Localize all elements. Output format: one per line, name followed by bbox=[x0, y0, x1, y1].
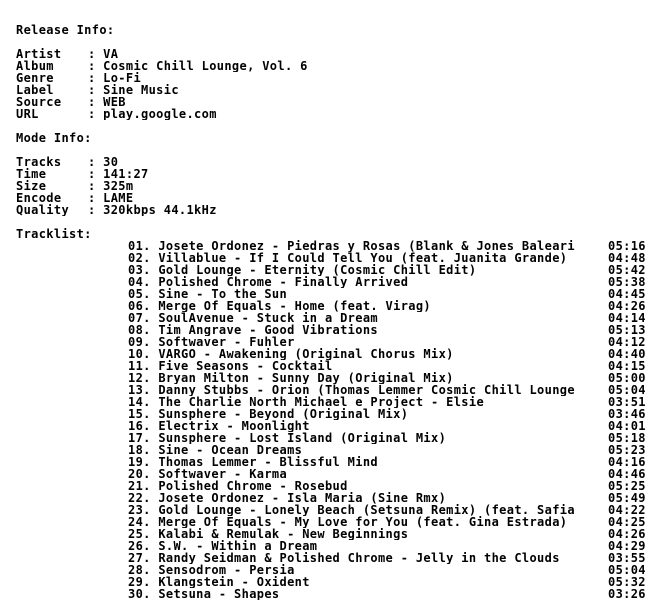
track-title: The Charlie North Michael e Project - Elsie bbox=[158, 396, 485, 408]
track-duration: 03:26 bbox=[608, 587, 646, 601]
info-field-row bbox=[16, 192, 652, 204]
track-body bbox=[128, 408, 602, 420]
track-body bbox=[128, 528, 602, 540]
track-number: 13. bbox=[128, 384, 151, 396]
track-row bbox=[16, 456, 652, 468]
track-body bbox=[128, 492, 602, 504]
track-title: SoulAvenue - Stuck in a Dream bbox=[158, 312, 378, 324]
info-field-row bbox=[16, 48, 652, 60]
info-field-separator: : bbox=[88, 168, 104, 180]
track-body bbox=[128, 324, 602, 336]
info-field-value: 141:27 bbox=[103, 168, 149, 180]
track-body bbox=[128, 264, 602, 276]
track-number: 26. bbox=[128, 540, 151, 552]
track-number: 10. bbox=[128, 348, 151, 360]
track-body bbox=[128, 336, 602, 348]
track-duration: 03:46 bbox=[608, 407, 646, 421]
track-title: Merge Of Equals - My Love for You (feat. Gina Estrada) bbox=[158, 516, 568, 528]
track-duration: 04:12 bbox=[608, 335, 646, 349]
track-duration: 05:49 bbox=[608, 491, 646, 505]
track-row bbox=[16, 516, 652, 528]
track-body bbox=[128, 360, 602, 372]
track-body bbox=[128, 420, 602, 432]
track-row bbox=[16, 372, 652, 384]
track-title: Danny Stubbs - Orion (Thomas Lemmer Cosmic Chill Lounge bbox=[158, 384, 575, 396]
track-number: 18. bbox=[128, 444, 151, 456]
track-row bbox=[16, 360, 652, 372]
track-body bbox=[128, 504, 602, 516]
info-field-row bbox=[16, 168, 652, 180]
spacer bbox=[16, 216, 652, 228]
info-field-row bbox=[16, 204, 652, 216]
track-duration: 04:26 bbox=[608, 527, 646, 541]
track-body bbox=[128, 312, 602, 324]
track-row bbox=[16, 240, 652, 252]
track-title: Gold Lounge - Lonely Beach (Setsuna Remix) (feat. Safia bbox=[158, 504, 575, 516]
info-field-key: Source bbox=[16, 96, 62, 108]
track-duration: 04:15 bbox=[608, 359, 646, 373]
track-number: 19. bbox=[128, 456, 151, 468]
info-field-row bbox=[16, 108, 652, 120]
track-duration: 04:01 bbox=[608, 419, 646, 433]
track-row bbox=[16, 540, 652, 552]
track-number: 23. bbox=[128, 504, 151, 516]
info-field-value: Cosmic Chill Lounge, Vol. 6 bbox=[103, 60, 308, 72]
spacer bbox=[16, 120, 652, 132]
info-field-value: VA bbox=[103, 48, 119, 60]
tracklist bbox=[16, 240, 652, 600]
track-number: 01. bbox=[128, 240, 151, 252]
track-duration: 05:18 bbox=[608, 431, 646, 445]
info-field-key: Album bbox=[16, 60, 54, 72]
track-row bbox=[16, 324, 652, 336]
track-duration: 05:23 bbox=[608, 443, 646, 457]
track-number: 05. bbox=[128, 288, 151, 300]
track-duration: 03:51 bbox=[608, 395, 646, 409]
info-field-separator: : bbox=[88, 72, 104, 84]
track-title: Softwaver - Karma bbox=[158, 468, 288, 480]
track-row bbox=[16, 336, 652, 348]
track-title: S.W. - Within a Dream bbox=[158, 540, 318, 552]
track-title: VARGO - Awakening (Original Chorus Mix) bbox=[158, 348, 454, 360]
info-field-row bbox=[16, 180, 652, 192]
track-body bbox=[128, 276, 602, 288]
track-duration: 04:25 bbox=[608, 515, 646, 529]
track-body bbox=[128, 432, 602, 444]
info-field-value: 320kbps 44.1kHz bbox=[103, 204, 217, 216]
track-number: 20. bbox=[128, 468, 151, 480]
track-duration: 05:25 bbox=[608, 479, 646, 493]
track-row bbox=[16, 384, 652, 396]
info-field-key: Label bbox=[16, 84, 54, 96]
track-row bbox=[16, 468, 652, 480]
track-body bbox=[128, 252, 602, 264]
info-field-row bbox=[16, 60, 652, 72]
info-field-row bbox=[16, 72, 652, 84]
track-number: 17. bbox=[128, 432, 151, 444]
track-duration: 04:46 bbox=[608, 467, 646, 481]
track-number: 07. bbox=[128, 312, 151, 324]
track-title: Setsuna - Shapes bbox=[158, 588, 280, 600]
track-row bbox=[16, 444, 652, 456]
track-title: Softwaver - Fuhler bbox=[158, 336, 295, 348]
track-body bbox=[128, 576, 602, 588]
track-number: 02. bbox=[128, 252, 151, 264]
mode-info-fields bbox=[16, 156, 652, 216]
track-title: Sine - Ocean Dreams bbox=[158, 444, 303, 456]
track-duration: 05:04 bbox=[608, 563, 646, 577]
track-duration: 05:04 bbox=[608, 383, 646, 397]
track-row bbox=[16, 408, 652, 420]
track-duration: 04:14 bbox=[608, 311, 646, 325]
track-number: 08. bbox=[128, 324, 151, 336]
info-field-key: Size bbox=[16, 180, 47, 192]
track-duration: 04:45 bbox=[608, 287, 646, 301]
track-duration: 05:00 bbox=[608, 371, 646, 385]
track-row bbox=[16, 588, 652, 600]
track-title: Electrix - Moonlight bbox=[158, 420, 310, 432]
info-field-value: LAME bbox=[103, 192, 134, 204]
track-row bbox=[16, 264, 652, 276]
track-row bbox=[16, 312, 652, 324]
track-number: 30. bbox=[128, 588, 151, 600]
spacer bbox=[16, 36, 652, 48]
track-number: 28. bbox=[128, 564, 151, 576]
track-row bbox=[16, 552, 652, 564]
track-duration: 05:42 bbox=[608, 263, 646, 277]
info-field-key: Genre bbox=[16, 72, 54, 84]
info-field-separator: : bbox=[88, 156, 104, 168]
track-row bbox=[16, 300, 652, 312]
track-body bbox=[128, 288, 602, 300]
info-field-value: Lo-Fi bbox=[103, 72, 142, 84]
track-number: 03. bbox=[128, 264, 151, 276]
tracklist-heading: Tracklist: bbox=[16, 228, 92, 240]
nfo-document bbox=[16, 24, 652, 600]
track-title: Polished Chrome - Rosebud bbox=[158, 480, 348, 492]
track-number: 14. bbox=[128, 396, 151, 408]
track-title: Tim Angrave - Good Vibrations bbox=[158, 324, 378, 336]
info-field-separator: : bbox=[88, 108, 104, 120]
track-row bbox=[16, 432, 652, 444]
track-body bbox=[128, 540, 602, 552]
track-title: Sunsphere - Beyond (Original Mix) bbox=[158, 408, 409, 420]
track-duration: 04:16 bbox=[608, 455, 646, 469]
track-number: 16. bbox=[128, 420, 151, 432]
track-duration: 05:32 bbox=[608, 575, 646, 589]
track-title: Randy Seidman & Polished Chrome - Jelly in the Clouds bbox=[158, 552, 560, 564]
track-duration: 04:26 bbox=[608, 299, 646, 313]
track-body bbox=[128, 588, 602, 600]
track-number: 24. bbox=[128, 516, 151, 528]
track-duration: 03:55 bbox=[608, 551, 646, 565]
track-number: 25. bbox=[128, 528, 151, 540]
track-title: Polished Chrome - Finally Arrived bbox=[158, 276, 409, 288]
info-field-separator: : bbox=[88, 84, 104, 96]
track-row bbox=[16, 288, 652, 300]
track-body bbox=[128, 372, 602, 384]
track-duration: 04:40 bbox=[608, 347, 646, 361]
track-body bbox=[128, 516, 602, 528]
track-title: Gold Lounge - Eternity (Cosmic Chill Edit) bbox=[158, 264, 477, 276]
info-field-separator: : bbox=[88, 192, 104, 204]
track-body bbox=[128, 240, 602, 252]
track-body bbox=[128, 456, 602, 468]
track-duration: 04:22 bbox=[608, 503, 646, 517]
track-row bbox=[16, 564, 652, 576]
info-field-value: play.google.com bbox=[103, 108, 217, 120]
track-number: 06. bbox=[128, 300, 151, 312]
track-body bbox=[128, 300, 602, 312]
track-number: 11. bbox=[128, 360, 151, 372]
track-title: Kalabi & Remulak - New Beginnings bbox=[158, 528, 409, 540]
track-body bbox=[128, 552, 602, 564]
info-field-value: WEB bbox=[103, 96, 126, 108]
info-field-key: Artist bbox=[16, 48, 62, 60]
track-body bbox=[128, 564, 602, 576]
mode-info-heading: Mode Info: bbox=[16, 132, 92, 144]
track-title: Villablue - If I Could Tell You (feat. Juanita Grande) bbox=[158, 252, 568, 264]
track-title: Sensodrom - Persia bbox=[158, 564, 295, 576]
track-row bbox=[16, 528, 652, 540]
track-body bbox=[128, 384, 602, 396]
info-field-value: 325m bbox=[103, 180, 134, 192]
track-title: Five Seasons - Cocktail bbox=[158, 360, 333, 372]
track-body bbox=[128, 444, 602, 456]
info-field-separator: : bbox=[88, 180, 104, 192]
track-row bbox=[16, 480, 652, 492]
track-title: Klangstein - Oxident bbox=[158, 576, 310, 588]
track-title: Sine - To the Sun bbox=[158, 288, 288, 300]
release-info-fields bbox=[16, 48, 652, 120]
track-duration: 05:38 bbox=[608, 275, 646, 289]
track-title: Thomas Lemmer - Blissful Mind bbox=[158, 456, 378, 468]
track-number: 27. bbox=[128, 552, 151, 564]
track-duration: 04:48 bbox=[608, 251, 646, 265]
track-title: Merge Of Equals - Home (feat. Virag) bbox=[158, 300, 431, 312]
spacer bbox=[16, 144, 652, 156]
info-field-row bbox=[16, 96, 652, 108]
info-field-value: Sine Music bbox=[103, 84, 179, 96]
track-duration: 04:29 bbox=[608, 539, 646, 553]
track-row bbox=[16, 420, 652, 432]
track-number: 09. bbox=[128, 336, 151, 348]
track-title: Bryan Milton - Sunny Day (Original Mix) bbox=[158, 372, 454, 384]
track-row bbox=[16, 348, 652, 360]
track-row bbox=[16, 576, 652, 588]
track-row bbox=[16, 276, 652, 288]
track-title: Josete Ordonez - Piedras y Rosas (Blank & Jones Baleari bbox=[158, 240, 575, 252]
track-number: 04. bbox=[128, 276, 151, 288]
info-field-separator: : bbox=[88, 204, 104, 216]
track-row bbox=[16, 252, 652, 264]
track-row bbox=[16, 492, 652, 504]
info-field-key: Time bbox=[16, 168, 47, 180]
info-field-separator: : bbox=[88, 96, 104, 108]
track-body bbox=[128, 480, 602, 492]
info-field-separator: : bbox=[88, 60, 104, 72]
track-title: Josete Ordonez - Isla Maria (Sine Rmx) bbox=[158, 492, 447, 504]
track-body bbox=[128, 348, 602, 360]
track-duration: 05:16 bbox=[608, 239, 646, 253]
info-field-key: Encode bbox=[16, 192, 62, 204]
info-field-key: Tracks bbox=[16, 156, 62, 168]
track-number: 29. bbox=[128, 576, 151, 588]
info-field-row bbox=[16, 156, 652, 168]
release-info-heading: Release Info: bbox=[16, 24, 115, 36]
track-body bbox=[128, 468, 602, 480]
track-number: 12. bbox=[128, 372, 151, 384]
track-row bbox=[16, 504, 652, 516]
track-duration: 05:13 bbox=[608, 323, 646, 337]
track-title: Sunsphere - Lost Island (Original Mix) bbox=[158, 432, 447, 444]
info-field-key: Quality bbox=[16, 204, 70, 216]
track-number: 22. bbox=[128, 492, 151, 504]
track-number: 21. bbox=[128, 480, 151, 492]
info-field-key: URL bbox=[16, 108, 39, 120]
track-number: 15. bbox=[128, 408, 151, 420]
track-row bbox=[16, 396, 652, 408]
info-field-row bbox=[16, 84, 652, 96]
info-field-separator: : bbox=[88, 48, 104, 60]
info-field-value: 30 bbox=[103, 156, 119, 168]
track-body bbox=[128, 396, 602, 408]
